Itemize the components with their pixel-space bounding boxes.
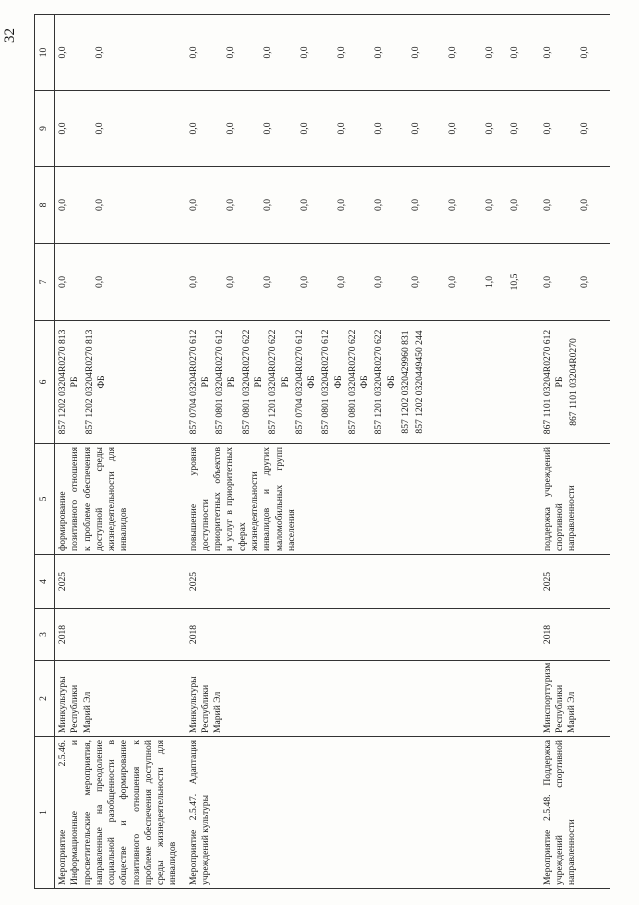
amount-value: 0,0 (578, 122, 590, 135)
budget-code: 857 0704 03204R0270 612 ФБ (293, 329, 318, 435)
activity-name-cell: Мероприятие 2.5.48. Поддержка учреждений спортивной направленности (540, 737, 610, 889)
amount-value: 0,0 (541, 46, 553, 59)
column-header: 1 (35, 737, 55, 889)
amount-value: 0,0 (94, 276, 105, 288)
amount-value: 1,0 (483, 276, 495, 288)
budget-code: 857 0801 03204R0270 612 ФБ (320, 329, 344, 435)
amount-value: 0,0 (94, 199, 105, 211)
amount-cell-v8 (186, 167, 540, 244)
amount-cell-v8 (55, 167, 186, 244)
amount-value: 0,0 (261, 199, 273, 211)
amount-cell-v9 (55, 91, 186, 167)
amount-cell-v10 (540, 15, 610, 91)
responsible-executor-cell: Минкультуры Республики Марий Эл (186, 661, 540, 737)
amount-value: 0,0 (187, 122, 199, 135)
responsible-executor-cell: Минспорттуризм Республики Марий Эл (540, 661, 610, 737)
budget-code: 857 0801 03204R0270 612 РБ (214, 329, 238, 435)
budget-code: 867 1101 03204R0270 612 РБ (541, 329, 565, 435)
amount-value: 0,0 (409, 46, 421, 59)
amount-value: 0,0 (224, 46, 236, 59)
budget-code: 857 1202 03204R0270 813 ФБ (83, 329, 107, 435)
amount-value: 0,0 (94, 122, 105, 135)
amount-value: 0,0 (372, 276, 384, 288)
amount-value: 0,0 (409, 276, 421, 288)
amount-value: 0,0 (446, 46, 458, 59)
end-year-cell: 2025 (55, 555, 186, 609)
table-row (186, 15, 540, 889)
amount-value: 0,0 (261, 276, 273, 288)
amount-value: 0,0 (372, 46, 384, 59)
budget-code: 857 0704 03204R0270 612 РБ (187, 329, 211, 435)
column-header: 8 (35, 167, 55, 244)
amount-value: 0,0 (483, 199, 495, 211)
amount-value: 0,0 (541, 276, 553, 288)
expected-result-cell: формирование позитивного отношения к проблеме обеспечения доступной среды жизнедеятельности для инвалидов (55, 444, 186, 555)
amount-value: 10,5 (508, 273, 520, 291)
budget-code: 857 1202 03204R0270 813 РБ (57, 329, 81, 435)
activity-name-cell: Мероприятие 2.5.46. Информационные и просветительские мероприятия, направленные на преодоление социальной разобщенности в обществе и формирование позитивного отношения к проблеме обеспечения доступной среды жизнедеятельности для инвалидов (55, 737, 186, 889)
amount-value: 0,0 (57, 122, 68, 135)
program-activities-table (34, 14, 610, 889)
table-row (540, 15, 610, 889)
amount-value: 0,0 (446, 276, 458, 288)
amount-value: 0,0 (298, 122, 310, 135)
budget-code: 867 1101 03204R0270 (568, 338, 580, 426)
start-year-cell: 2018 (186, 609, 540, 661)
column-header: 3 (35, 609, 55, 661)
amount-value: 0,0 (409, 122, 421, 135)
amount-cell-v9 (186, 91, 540, 167)
amount-cell-v7 (55, 244, 186, 321)
amount-value: 0,0 (446, 122, 458, 135)
budget-code: 857 1202 0320449450 244 (414, 330, 426, 434)
column-header: 10 (35, 15, 55, 91)
table-row (55, 15, 186, 889)
amount-value: 0,0 (298, 46, 310, 59)
budget-code: 857 1201 03204R0270 622 ФБ (373, 329, 397, 435)
amount-value: 0,0 (578, 276, 590, 288)
amount-value: 0,0 (335, 199, 347, 211)
amount-cell-v10 (55, 15, 186, 91)
amount-value: 0,0 (298, 276, 310, 288)
expected-result-cell: поддержка учреждений спортивной направленности (540, 444, 610, 555)
amount-value: 0,0 (261, 46, 273, 59)
amount-value: 0,0 (57, 46, 68, 59)
amount-value: 0,0 (508, 46, 520, 59)
amount-value: 0,0 (335, 276, 347, 288)
amount-value: 0,0 (508, 199, 520, 211)
amount-value: 0,0 (578, 46, 590, 59)
amount-value: 0,0 (57, 276, 68, 288)
column-header: 6 (35, 321, 55, 444)
budget-codes-cell (186, 321, 540, 444)
budget-code: 857 1201 03204R0270 622 РБ (267, 329, 291, 435)
amount-value: 0,0 (541, 199, 553, 211)
amount-value: 0,0 (261, 122, 273, 135)
amount-cell-v9 (540, 91, 610, 167)
amount-value: 0,0 (94, 46, 105, 59)
column-header: 7 (35, 244, 55, 321)
column-number-row (35, 15, 55, 889)
page-number: 32 (2, 28, 18, 43)
amount-value: 0,0 (57, 199, 68, 211)
amount-value: 0,0 (446, 199, 458, 211)
amount-value: 0,0 (508, 122, 520, 135)
activity-name-cell: Мероприятие 2.5.47. Адаптация учреждений культуры (186, 737, 540, 889)
start-year-cell: 2018 (55, 609, 186, 661)
amount-value: 0,0 (578, 199, 590, 211)
expected-result-cell: повышение уровня доступности приоритетных объектов и услуг в приоритетных сферах жизнедеятельности инвалидов и других маломобильных групп населения (186, 444, 540, 555)
amount-value: 0,0 (541, 122, 553, 135)
end-year-cell: 2025 (540, 555, 610, 609)
amount-value: 0,0 (224, 199, 236, 211)
amount-cell-v10 (186, 15, 540, 91)
amount-cell-v7 (186, 244, 540, 321)
column-header: 4 (35, 555, 55, 609)
start-year-cell: 2018 (540, 609, 610, 661)
amount-value: 0,0 (483, 122, 495, 135)
budget-code: 857 0801 03204R0270 622 ФБ (346, 329, 371, 435)
amount-value: 0,0 (298, 199, 310, 211)
amount-value: 0,0 (372, 122, 384, 135)
amount-value: 0,0 (224, 122, 236, 135)
amount-value: 0,0 (224, 276, 236, 288)
column-header: 2 (35, 661, 55, 737)
budget-code: 857 1202 0320429960 831 (399, 330, 411, 434)
budget-codes-cell (540, 321, 610, 444)
amount-cell-v8 (540, 167, 610, 244)
amount-value: 0,0 (335, 122, 347, 135)
amount-value: 0,0 (187, 199, 199, 211)
amount-value: 0,0 (187, 276, 199, 288)
column-header: 9 (35, 91, 55, 167)
amount-value: 0,0 (335, 46, 347, 59)
amount-value: 0,0 (372, 199, 384, 211)
end-year-cell: 2025 (186, 555, 540, 609)
budget-codes-cell (55, 321, 186, 444)
amount-cell-v7 (540, 244, 610, 321)
amount-value: 0,0 (409, 199, 421, 211)
amount-value: 0,0 (483, 46, 495, 59)
budget-code: 857 0801 03204R0270 622 РБ (240, 329, 264, 435)
responsible-executor-cell: Минкультуры Республики Марий Эл (55, 661, 186, 737)
amount-value: 0,0 (187, 46, 199, 59)
column-header: 5 (35, 444, 55, 555)
